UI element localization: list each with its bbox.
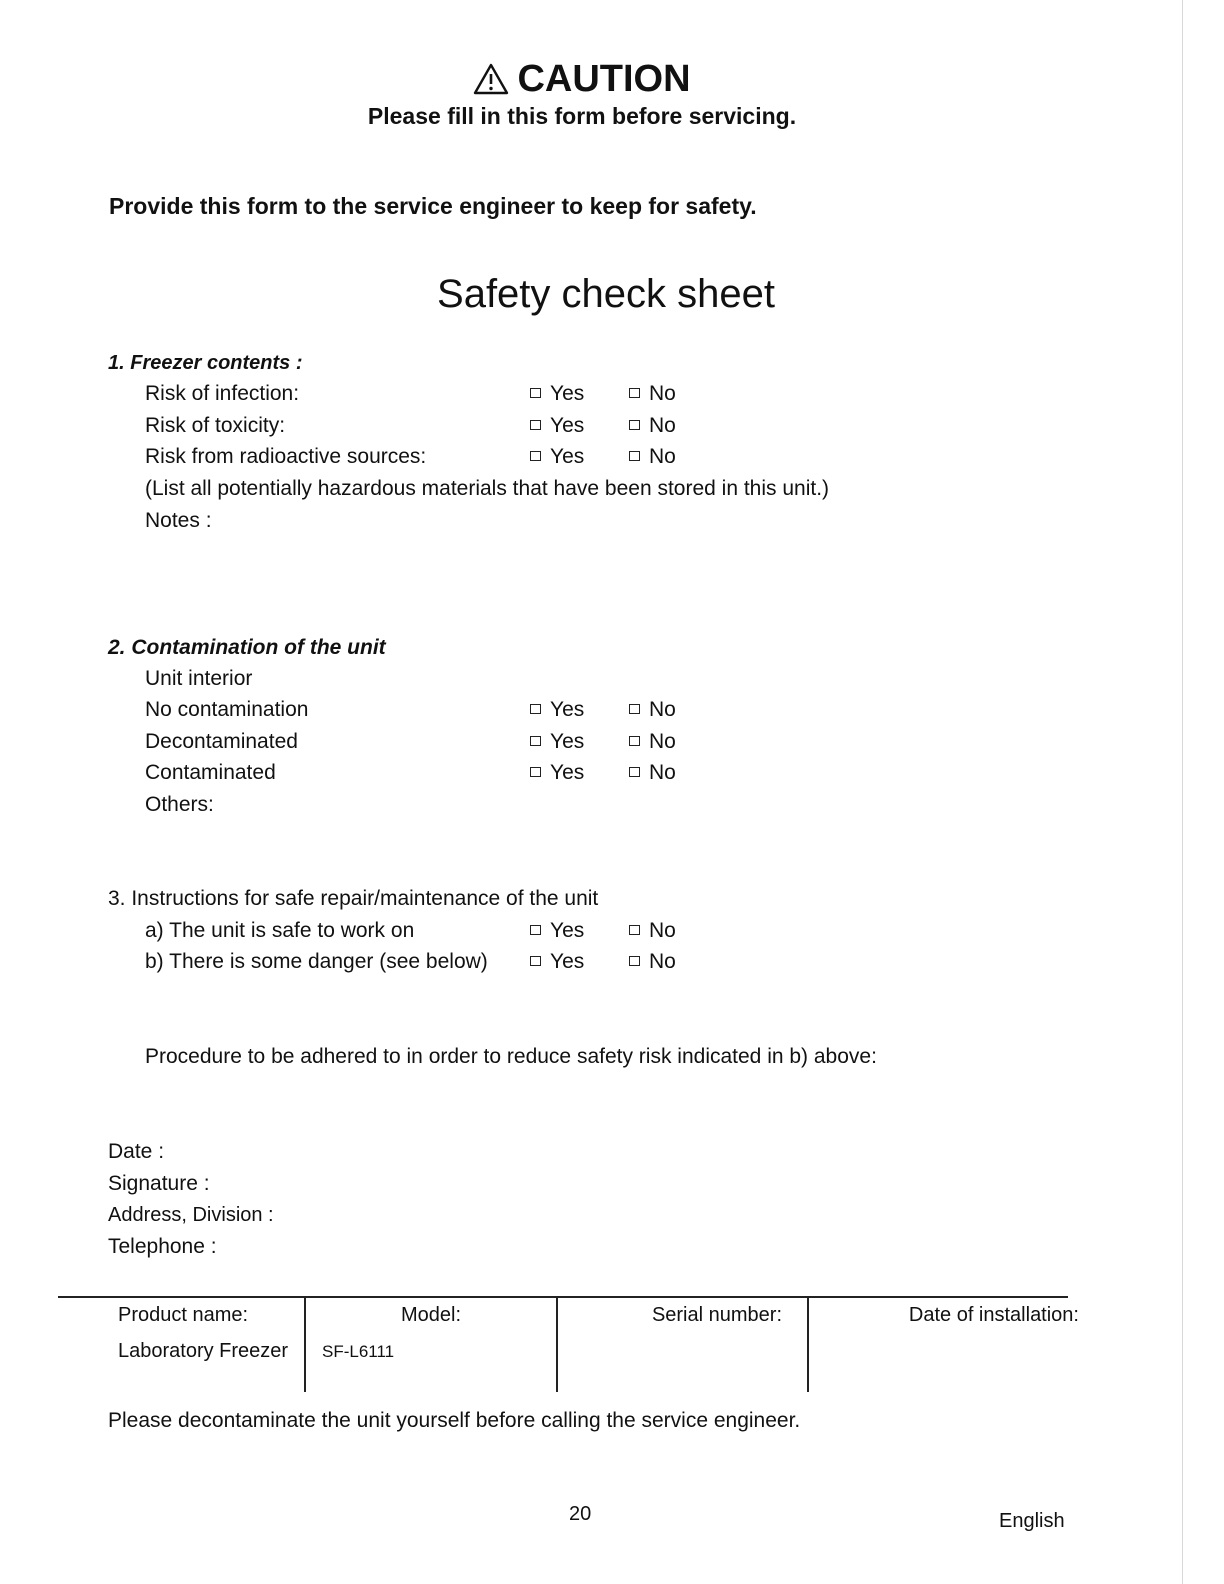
- caution-subtitle: Please fill in this form before servicing.: [367, 103, 797, 129]
- checkbox-icon: [530, 420, 541, 430]
- checkbox-icon: [530, 388, 541, 398]
- checkbox-icon: [530, 956, 541, 966]
- signature-label: Signature :: [108, 1172, 210, 1195]
- danger-yes-option[interactable]: Yes: [530, 950, 584, 974]
- checkbox-icon: [629, 925, 640, 935]
- contaminated-yes-option[interactable]: Yes: [530, 761, 584, 785]
- model-header: Model:: [400, 1304, 462, 1326]
- checkbox-icon: [629, 736, 640, 746]
- checkbox-icon: [629, 420, 640, 430]
- checkbox-icon: [629, 451, 640, 461]
- section1-item-infection: Risk of infection:: [145, 382, 300, 405]
- others-label: Others:: [145, 793, 214, 816]
- caution-text: CAUTION: [517, 58, 691, 100]
- section1-heading: 1. Freezer contents :: [108, 352, 303, 374]
- installation-date-header: Date of installation:: [908, 1304, 1079, 1326]
- checkbox-icon: [530, 704, 541, 714]
- radioactive-no-option[interactable]: No: [629, 445, 676, 469]
- language-label: English: [999, 1510, 1065, 1532]
- checkbox-icon: [629, 956, 640, 966]
- serial-number-header: Serial number:: [651, 1304, 782, 1326]
- checkbox-icon: [530, 736, 541, 746]
- section3-item-danger: b) There is some danger (see below): [145, 950, 488, 973]
- decontaminated-no-option[interactable]: No: [629, 730, 676, 754]
- section1-item-radioactive: Risk from radioactive sources:: [145, 445, 427, 468]
- checkbox-icon: [530, 925, 541, 935]
- checkbox-icon: [629, 704, 640, 714]
- checkbox-icon: [629, 767, 640, 777]
- no-contamination-no-option[interactable]: No: [629, 698, 676, 722]
- product-name-value: Laboratory Freezer: [118, 1340, 289, 1362]
- safe-no-option[interactable]: No: [629, 919, 676, 943]
- danger-no-option[interactable]: No: [629, 950, 676, 974]
- product-name-header: Product name:: [118, 1304, 249, 1326]
- model-value: SF-L6111: [322, 1342, 395, 1361]
- warning-triangle-icon: [473, 63, 509, 95]
- contaminated-no-option[interactable]: No: [629, 761, 676, 785]
- hazardous-list-note: (List all potentially hazardous materials that have been stored in this unit.): [145, 477, 830, 500]
- radioactive-yes-option[interactable]: Yes: [530, 445, 584, 469]
- section1-item-toxicity: Risk of toxicity:: [145, 414, 286, 437]
- checkbox-icon: [530, 451, 541, 461]
- section2-heading: 2. Contamination of the unit: [108, 636, 386, 659]
- section2-item-contaminated: Contaminated: [145, 761, 276, 784]
- checkbox-icon: [629, 388, 640, 398]
- notes-label: Notes :: [145, 509, 212, 532]
- no-contamination-yes-option[interactable]: Yes: [530, 698, 584, 722]
- page-title: Safety check sheet: [437, 272, 775, 316]
- telephone-label: Telephone :: [108, 1235, 217, 1258]
- safe-yes-option[interactable]: Yes: [530, 919, 584, 943]
- date-label: Date :: [108, 1140, 165, 1163]
- checkbox-icon: [530, 767, 541, 777]
- toxicity-yes-option[interactable]: Yes: [530, 414, 584, 438]
- section2-item-decontaminated: Decontaminated: [145, 730, 298, 753]
- section2-item-no-contamination: No contamination: [145, 698, 309, 721]
- section3-heading: 3. Instructions for safe repair/maintenance of the unit: [108, 887, 599, 910]
- toxicity-no-option[interactable]: No: [629, 414, 676, 438]
- section3-item-safe: a) The unit is safe to work on: [145, 919, 415, 942]
- scan-edge-line: [1182, 0, 1183, 1584]
- decontaminate-note: Please decontaminate the unit yourself before calling the service engineer.: [108, 1409, 801, 1432]
- unit-interior-label: Unit interior: [145, 667, 253, 690]
- infection-no-option[interactable]: No: [629, 382, 676, 406]
- decontaminated-yes-option[interactable]: Yes: [530, 730, 584, 754]
- address-label: Address, Division :: [108, 1204, 274, 1226]
- table-top-rule: [58, 1296, 1068, 1298]
- infection-yes-option[interactable]: Yes: [530, 382, 584, 406]
- provide-instruction: Provide this form to the service engineer to keep for safety.: [109, 193, 757, 219]
- page-number: 20: [569, 1503, 592, 1525]
- caution-heading: [0, 58, 1164, 101]
- procedure-label: Procedure to be adhered to in order to reduce safety risk indicated in b) above:: [145, 1045, 877, 1068]
